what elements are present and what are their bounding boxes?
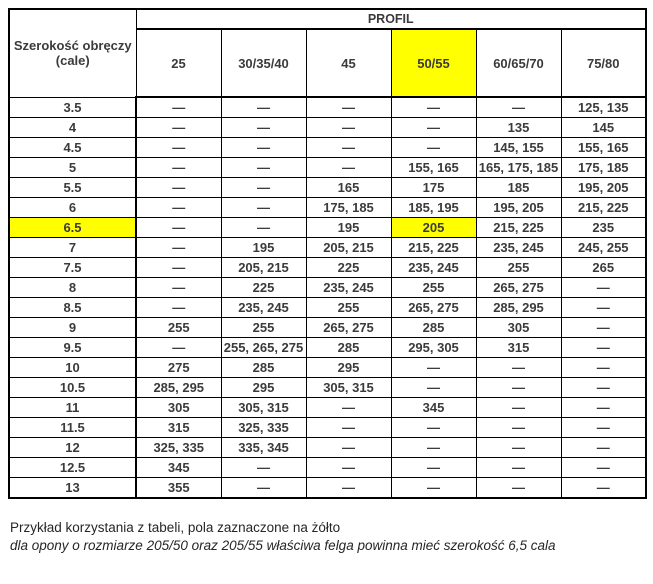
- tire-width-cell: 255: [306, 298, 391, 318]
- tire-width-cell: 195: [306, 218, 391, 238]
- rim-width-column-header: Szerokość obręczy (cale): [9, 9, 136, 97]
- table-row: [9, 198, 646, 218]
- tire-width-cell: 155, 165: [391, 158, 476, 178]
- tire-width-cell: —: [306, 158, 391, 178]
- tire-width-cell: —: [561, 338, 646, 358]
- profile-column-header: 50/55: [391, 29, 476, 97]
- rim-width-cell: 12.5: [9, 458, 136, 478]
- tire-width-cell: —: [306, 438, 391, 458]
- tire-width-cell: —: [561, 418, 646, 438]
- tire-width-cell: —: [476, 478, 561, 499]
- rim-width-cell: 10.5: [9, 378, 136, 398]
- tire-width-cell: —: [391, 358, 476, 378]
- tire-width-cell: —: [391, 378, 476, 398]
- tire-width-cell: —: [561, 398, 646, 418]
- table-row: [9, 318, 646, 338]
- table-row: [9, 118, 646, 138]
- tire-width-cell: —: [391, 97, 476, 118]
- tire-width-cell: —: [221, 478, 306, 499]
- tire-width-cell: —: [136, 178, 221, 198]
- tire-width-cell: 315: [476, 338, 561, 358]
- tire-width-cell: 285: [306, 338, 391, 358]
- rim-width-cell: 6: [9, 198, 136, 218]
- tire-width-cell: —: [306, 418, 391, 438]
- tire-width-cell: —: [476, 418, 561, 438]
- tire-width-cell: 225: [221, 278, 306, 298]
- tire-width-cell: —: [561, 478, 646, 499]
- tire-width-cell: —: [306, 478, 391, 499]
- table-row: [9, 278, 646, 298]
- tire-width-cell: 275: [136, 358, 221, 378]
- tire-width-cell: —: [561, 378, 646, 398]
- tire-width-cell: 235, 245: [221, 298, 306, 318]
- profil-header: PROFIL: [136, 9, 646, 29]
- tire-width-cell: —: [391, 138, 476, 158]
- tire-width-cell: 315: [136, 418, 221, 438]
- tire-width-cell: —: [561, 438, 646, 458]
- tire-width-cell: 185, 195: [391, 198, 476, 218]
- tire-width-cell: 325, 335: [136, 438, 221, 458]
- tire-width-cell: —: [306, 118, 391, 138]
- tire-width-cell: 255: [476, 258, 561, 278]
- tire-width-cell: —: [136, 218, 221, 238]
- rim-width-cell: 10: [9, 358, 136, 378]
- tire-width-cell: —: [476, 458, 561, 478]
- tire-width-cell: 295: [306, 358, 391, 378]
- tire-width-cell: 255, 265, 275: [221, 338, 306, 358]
- tire-width-cell: —: [306, 398, 391, 418]
- tire-width-cell: 295, 305: [391, 338, 476, 358]
- tire-width-cell: 255: [136, 318, 221, 338]
- tire-width-cell: 345: [136, 458, 221, 478]
- tire-width-cell: 215, 225: [476, 218, 561, 238]
- rim-width-cell: 3.5: [9, 97, 136, 118]
- tire-width-cell: —: [561, 278, 646, 298]
- tire-width-cell: —: [306, 138, 391, 158]
- tire-width-cell: 305, 315: [221, 398, 306, 418]
- rim-width-cell: 5: [9, 158, 136, 178]
- profile-column-header: 75/80: [561, 29, 646, 97]
- tire-width-cell: —: [136, 138, 221, 158]
- rim-width-cell: 12: [9, 438, 136, 458]
- tire-width-cell: 285: [221, 358, 306, 378]
- table-row: [9, 298, 646, 318]
- tire-width-cell: —: [221, 118, 306, 138]
- table-row: [9, 338, 646, 358]
- tire-width-cell: —: [221, 198, 306, 218]
- tire-rim-width-table: [8, 8, 647, 499]
- profile-column-header: 30/35/40: [221, 29, 306, 97]
- tire-width-cell: 225: [306, 258, 391, 278]
- caption-line-2: dla opony o rozmiarze 205/50 oraz 205/55 właściwa felga powinna mieć szerokość 6,5 cala: [10, 538, 556, 553]
- tire-width-cell: —: [221, 458, 306, 478]
- tire-width-cell: 195, 205: [561, 178, 646, 198]
- tire-width-cell: 245, 255: [561, 238, 646, 258]
- tire-width-cell: 155, 165: [561, 138, 646, 158]
- table-caption: [10, 519, 653, 555]
- table-row: [9, 378, 646, 398]
- tire-width-cell: —: [391, 478, 476, 499]
- tire-width-cell: 125, 135: [561, 97, 646, 118]
- tire-width-cell: —: [221, 138, 306, 158]
- table-row: [9, 398, 646, 418]
- tire-width-cell: 235, 245: [306, 278, 391, 298]
- tire-width-cell: 295: [221, 378, 306, 398]
- tire-width-cell: —: [391, 458, 476, 478]
- tire-width-cell: 255: [221, 318, 306, 338]
- tire-width-cell: —: [561, 318, 646, 338]
- profile-column-header: 25: [136, 29, 221, 97]
- tire-width-cell: —: [391, 418, 476, 438]
- profile-column-header: 45: [306, 29, 391, 97]
- rim-width-cell: 6.5: [9, 218, 136, 238]
- tire-width-cell: —: [391, 438, 476, 458]
- tire-width-cell: 195: [221, 238, 306, 258]
- tire-width-cell: 195, 205: [476, 198, 561, 218]
- tire-width-cell: 285, 295: [136, 378, 221, 398]
- table-row: [9, 478, 646, 499]
- tire-width-cell: —: [136, 97, 221, 118]
- rim-width-cell: 8.5: [9, 298, 136, 318]
- tire-width-cell: 235: [561, 218, 646, 238]
- tire-width-cell: 305: [136, 398, 221, 418]
- rim-width-cell: 8: [9, 278, 136, 298]
- rim-width-cell: 9: [9, 318, 136, 338]
- tire-width-cell: 185: [476, 178, 561, 198]
- rim-width-cell: 7: [9, 238, 136, 258]
- tire-width-cell: —: [306, 458, 391, 478]
- tire-width-cell: 345: [391, 398, 476, 418]
- table-row: [9, 358, 646, 378]
- tire-width-cell: 255: [391, 278, 476, 298]
- tire-width-cell: —: [221, 178, 306, 198]
- rim-width-cell: 5.5: [9, 178, 136, 198]
- table-row: [9, 238, 646, 258]
- tire-width-cell: 175: [391, 178, 476, 198]
- tire-width-cell: 355: [136, 478, 221, 499]
- tire-width-cell: 135: [476, 118, 561, 138]
- tire-width-cell: 265, 275: [306, 318, 391, 338]
- tire-width-cell: 285: [391, 318, 476, 338]
- tire-width-cell: 175, 185: [561, 158, 646, 178]
- tire-width-cell: 265, 275: [476, 278, 561, 298]
- tire-width-cell: —: [136, 258, 221, 278]
- tire-width-cell: 205: [391, 218, 476, 238]
- rim-width-cell: 4: [9, 118, 136, 138]
- caption-line-1: Przykład korzystania z tabeli, pola zaznaczone na żółto: [10, 520, 341, 535]
- tire-width-cell: —: [476, 97, 561, 118]
- tire-width-cell: 285, 295: [476, 298, 561, 318]
- rim-width-cell: 11: [9, 398, 136, 418]
- rim-width-cell: 13: [9, 478, 136, 499]
- tire-width-cell: —: [391, 118, 476, 138]
- table-row: [9, 438, 646, 458]
- table-row: [9, 138, 646, 158]
- table-row: [9, 97, 646, 118]
- table-body: [9, 97, 646, 498]
- rim-width-cell: 7.5: [9, 258, 136, 278]
- tire-width-cell: 305, 315: [306, 378, 391, 398]
- table-row: [9, 218, 646, 238]
- tire-width-cell: 215, 225: [391, 238, 476, 258]
- tire-width-cell: —: [221, 158, 306, 178]
- tire-width-cell: —: [561, 358, 646, 378]
- tire-width-cell: —: [136, 238, 221, 258]
- tire-width-cell: —: [221, 97, 306, 118]
- table-row: [9, 258, 646, 278]
- table-row: [9, 178, 646, 198]
- tire-width-cell: 145: [561, 118, 646, 138]
- tire-width-cell: —: [476, 378, 561, 398]
- tire-width-cell: 265, 275: [391, 298, 476, 318]
- tire-width-cell: 205, 215: [221, 258, 306, 278]
- tire-width-cell: 235, 245: [476, 238, 561, 258]
- table-row: [9, 418, 646, 438]
- tire-width-cell: 165, 175, 185: [476, 158, 561, 178]
- tire-width-cell: —: [561, 458, 646, 478]
- tire-width-cell: 265: [561, 258, 646, 278]
- tire-width-cell: —: [136, 298, 221, 318]
- tire-width-cell: 175, 185: [306, 198, 391, 218]
- tire-width-cell: —: [221, 218, 306, 238]
- tire-width-cell: 145, 155: [476, 138, 561, 158]
- tire-width-cell: —: [136, 158, 221, 178]
- tire-width-cell: 305: [476, 318, 561, 338]
- tire-width-cell: —: [136, 198, 221, 218]
- table-row: [9, 458, 646, 478]
- rim-width-cell: 4.5: [9, 138, 136, 158]
- tire-width-cell: 335, 345: [221, 438, 306, 458]
- tire-width-cell: 235, 245: [391, 258, 476, 278]
- profil-header-row: [9, 9, 646, 29]
- tire-width-cell: 165: [306, 178, 391, 198]
- tire-width-cell: —: [561, 298, 646, 318]
- tire-width-cell: 205, 215: [306, 238, 391, 258]
- tire-width-cell: —: [136, 118, 221, 138]
- rim-width-cell: 9.5: [9, 338, 136, 358]
- tire-width-cell: —: [476, 438, 561, 458]
- profile-column-header: 60/65/70: [476, 29, 561, 97]
- rim-width-cell: 11.5: [9, 418, 136, 438]
- tire-width-cell: 215, 225: [561, 198, 646, 218]
- tire-width-cell: —: [476, 398, 561, 418]
- tire-width-cell: 325, 335: [221, 418, 306, 438]
- table-row: [9, 158, 646, 178]
- tire-width-cell: —: [476, 358, 561, 378]
- tire-width-cell: —: [306, 97, 391, 118]
- tire-width-cell: —: [136, 338, 221, 358]
- tire-width-cell: —: [136, 278, 221, 298]
